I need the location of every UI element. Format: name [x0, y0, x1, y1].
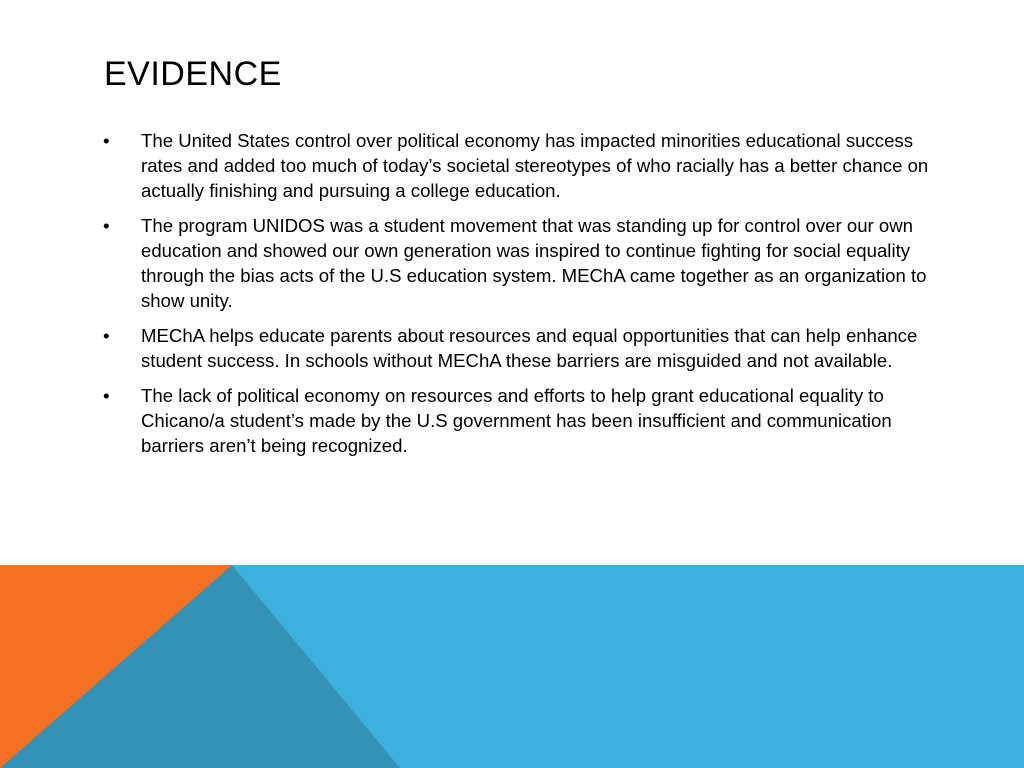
bullet-text: The lack of political economy on resources and efforts to help grant educational equality to Chicano/a student’s made by the U.S government has been insufficient and communication barriers aren’t being recognized.: [141, 385, 892, 456]
bullet-dot-icon: •: [103, 385, 110, 406]
decorative-color-band: [0, 565, 1024, 768]
bullet-item: [103, 323, 943, 373]
bullet-dot-icon: •: [103, 215, 110, 236]
bullet-dot-icon: •: [103, 325, 110, 346]
bullet-dot-icon: •: [103, 130, 110, 151]
bullet-item: [103, 128, 943, 203]
bullet-list: [103, 128, 943, 468]
bullet-text: The United States control over political economy has impacted minorities educational success rates and added too much of today’s societal stereotypes of who racially has a better chance on actually finishing and pursuing a college education.: [141, 130, 929, 201]
bullet-item: [103, 213, 943, 313]
slide-title: EVIDENCE: [104, 55, 282, 93]
bullet-text: MEChA helps educate parents about resources and equal opportunities that can help enhance student success. In schools without MEChA these barriers are misguided and not available.: [141, 325, 918, 371]
bullet-item: [103, 383, 943, 458]
bullet-text: The program UNIDOS was a student movement that was standing up for control over our own education and showed our own generation was inspired to continue fighting for social equality through the bias acts of the U.S education system. MEChA came together as an organization to show unity.: [141, 215, 927, 311]
